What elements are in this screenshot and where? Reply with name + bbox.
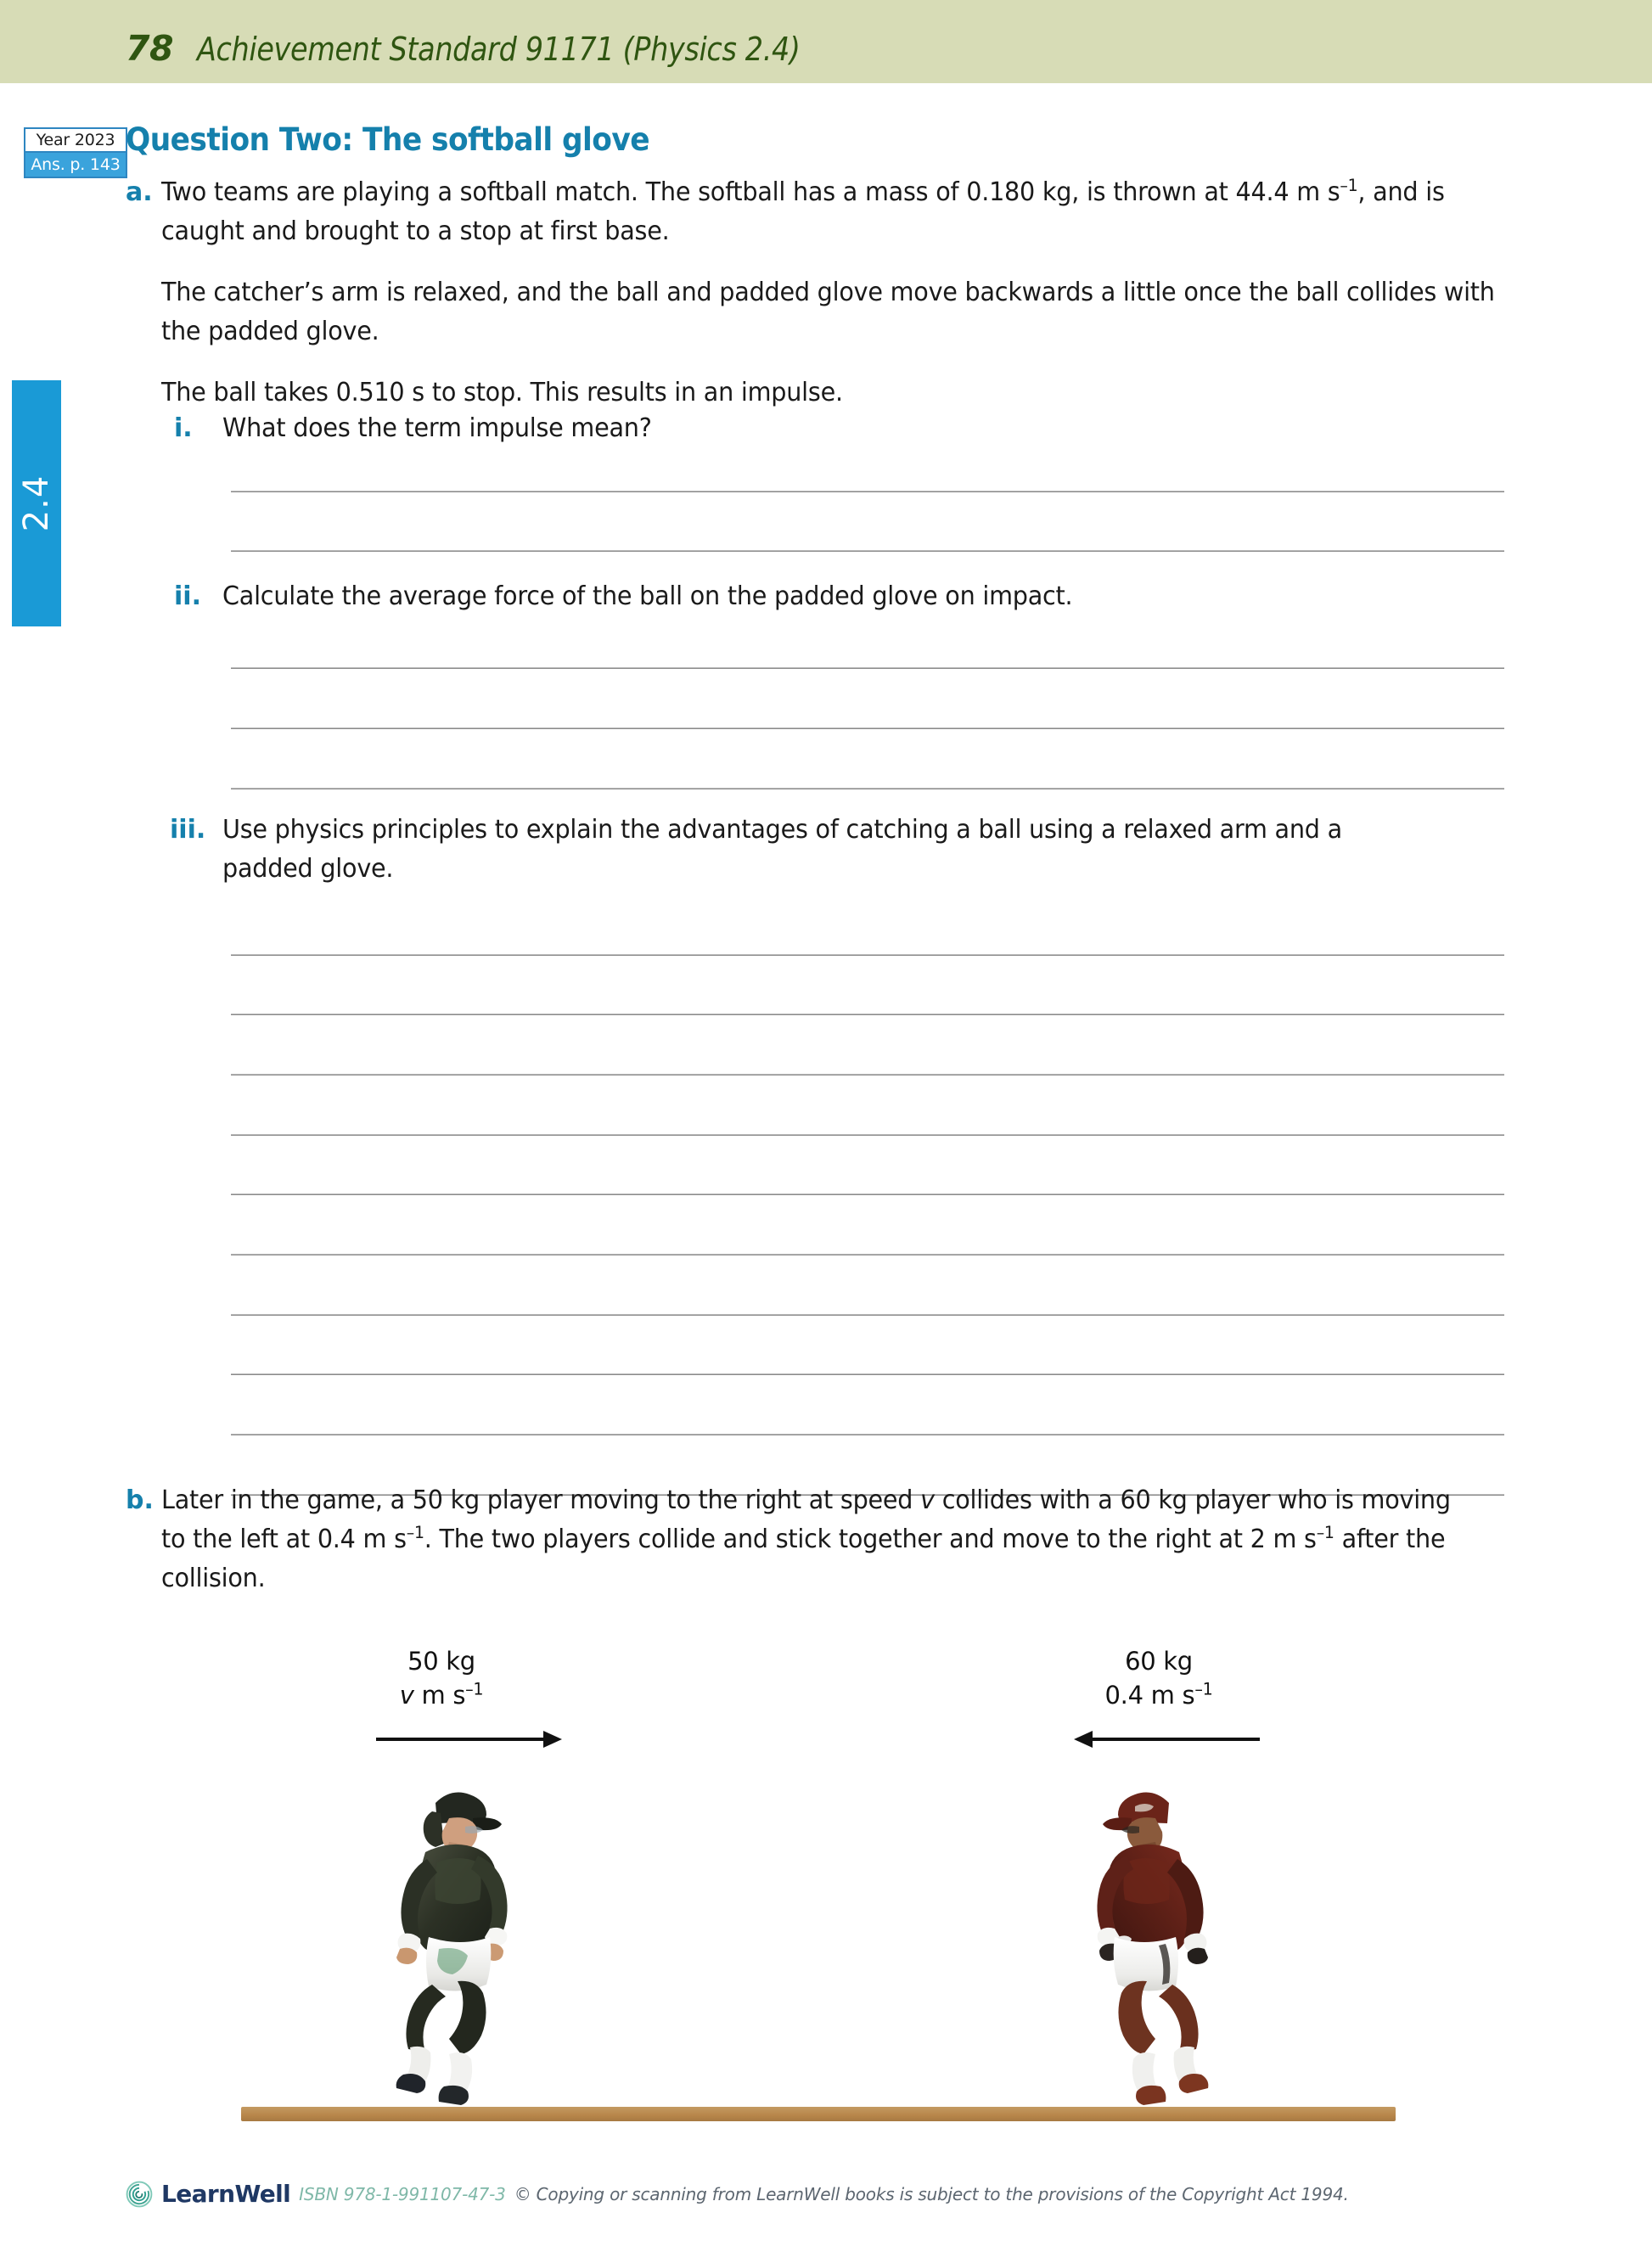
- part-a-paragraph-1: Two teams are playing a softball match. The softball has a mass of 0.180 kg, is thrown at 44.4 m $s^{-1}$, and is caught and brought to a stop at first base.: [161, 176, 1445, 246]
- part-a-iii-text: Use physics principles to explain the advantages of catching a ball using a relaxed arm and a padded glove.: [222, 815, 1342, 884]
- answer-line[interactable]: [231, 1434, 1504, 1435]
- right-velocity-arrow-left-icon: [1074, 1729, 1260, 1748]
- year-badge: Year 2023: [24, 127, 127, 153]
- part-a-marker: a.: [126, 177, 153, 207]
- learnwell-brand: LearnWell: [161, 2180, 291, 2208]
- side-tab-label: 2.4: [17, 474, 56, 532]
- answer-line[interactable]: [231, 667, 1504, 669]
- part-a-i-block: [174, 409, 1566, 448]
- answer-page-badge: Ans. p. 143: [24, 153, 127, 178]
- page-header-band: [0, 0, 1652, 83]
- part-b-block: [126, 1481, 1569, 1598]
- page-header: [126, 28, 883, 69]
- answer-line[interactable]: [231, 1134, 1504, 1136]
- part-a-block: [126, 173, 1569, 413]
- right-player-mass-label: 60 kg: [1125, 1647, 1193, 1676]
- answer-line[interactable]: [231, 1254, 1504, 1255]
- part-a-i-text: What does the term impulse mean?: [222, 413, 652, 443]
- part-a-iii-marker: iii.: [170, 815, 206, 845]
- left-velocity-arrow-right-icon: [376, 1729, 562, 1748]
- part-b-text: Later in the game, a 50 kg player moving to the right at speed v collides with a 60 kg player who is moving to the left at 0.4 m $s^{-1}$. The two players collide and stick together and move to the right at 2 m $s^{-1}$ after the collision.: [161, 1485, 1451, 1593]
- part-a-ii-marker: ii.: [174, 581, 201, 611]
- part-a-paragraph-2: The catcher’s arm is relaxed, and the ball and padded glove move backwards a little once the ball collides with the padded glove.: [161, 278, 1495, 346]
- question-heading: Question Two: The softball glove: [126, 121, 650, 158]
- ground-bar: [241, 2107, 1396, 2121]
- spiral-icon: [126, 2181, 153, 2208]
- answer-line[interactable]: [231, 788, 1504, 789]
- part-a-iii-block: [170, 811, 1571, 889]
- isbn-text: ISBN 978-1-991107-47-3: [299, 2183, 506, 2204]
- answer-line[interactable]: [231, 1014, 1504, 1015]
- page-title: Achievement Standard 91171 (Physics 2.4): [197, 31, 801, 68]
- answer-line[interactable]: [231, 1314, 1504, 1316]
- left-softball-player: [344, 1774, 539, 2114]
- answer-line[interactable]: [231, 727, 1504, 729]
- answer-line[interactable]: [231, 1074, 1504, 1075]
- answer-line[interactable]: [231, 1373, 1504, 1375]
- answer-line[interactable]: [231, 491, 1504, 492]
- question-badges: [24, 127, 127, 178]
- part-a-paragraph-3: The ball takes 0.510 s to stop. This results in an impulse.: [161, 378, 843, 407]
- collision-diagram: [0, 1626, 1652, 2160]
- left-player-speed-label: v m $s^{-1}$: [399, 1679, 484, 1710]
- right-softball-player: [1065, 1774, 1261, 2114]
- part-a-ii-text: Calculate the average force of the ball on the padded glove on impact.: [222, 581, 1073, 611]
- answer-line[interactable]: [231, 954, 1504, 956]
- copyright-text: © Copying or scanning from LearnWell books is subject to the provisions of the Copyright Act 1994.: [514, 2183, 1349, 2204]
- left-player-mass-label: 50 kg: [407, 1647, 475, 1676]
- page-number: 78: [126, 28, 174, 69]
- answer-line[interactable]: [231, 1193, 1504, 1195]
- page-footer: [126, 2180, 1349, 2208]
- standard-side-tab: [12, 380, 61, 626]
- part-a-i-marker: i.: [174, 413, 193, 443]
- right-player-speed-label: 0.4 m $s^{-1}$: [1104, 1679, 1213, 1710]
- part-a-ii-block: [174, 577, 1566, 616]
- part-b-marker: b.: [126, 1485, 154, 1515]
- answer-line[interactable]: [231, 550, 1504, 552]
